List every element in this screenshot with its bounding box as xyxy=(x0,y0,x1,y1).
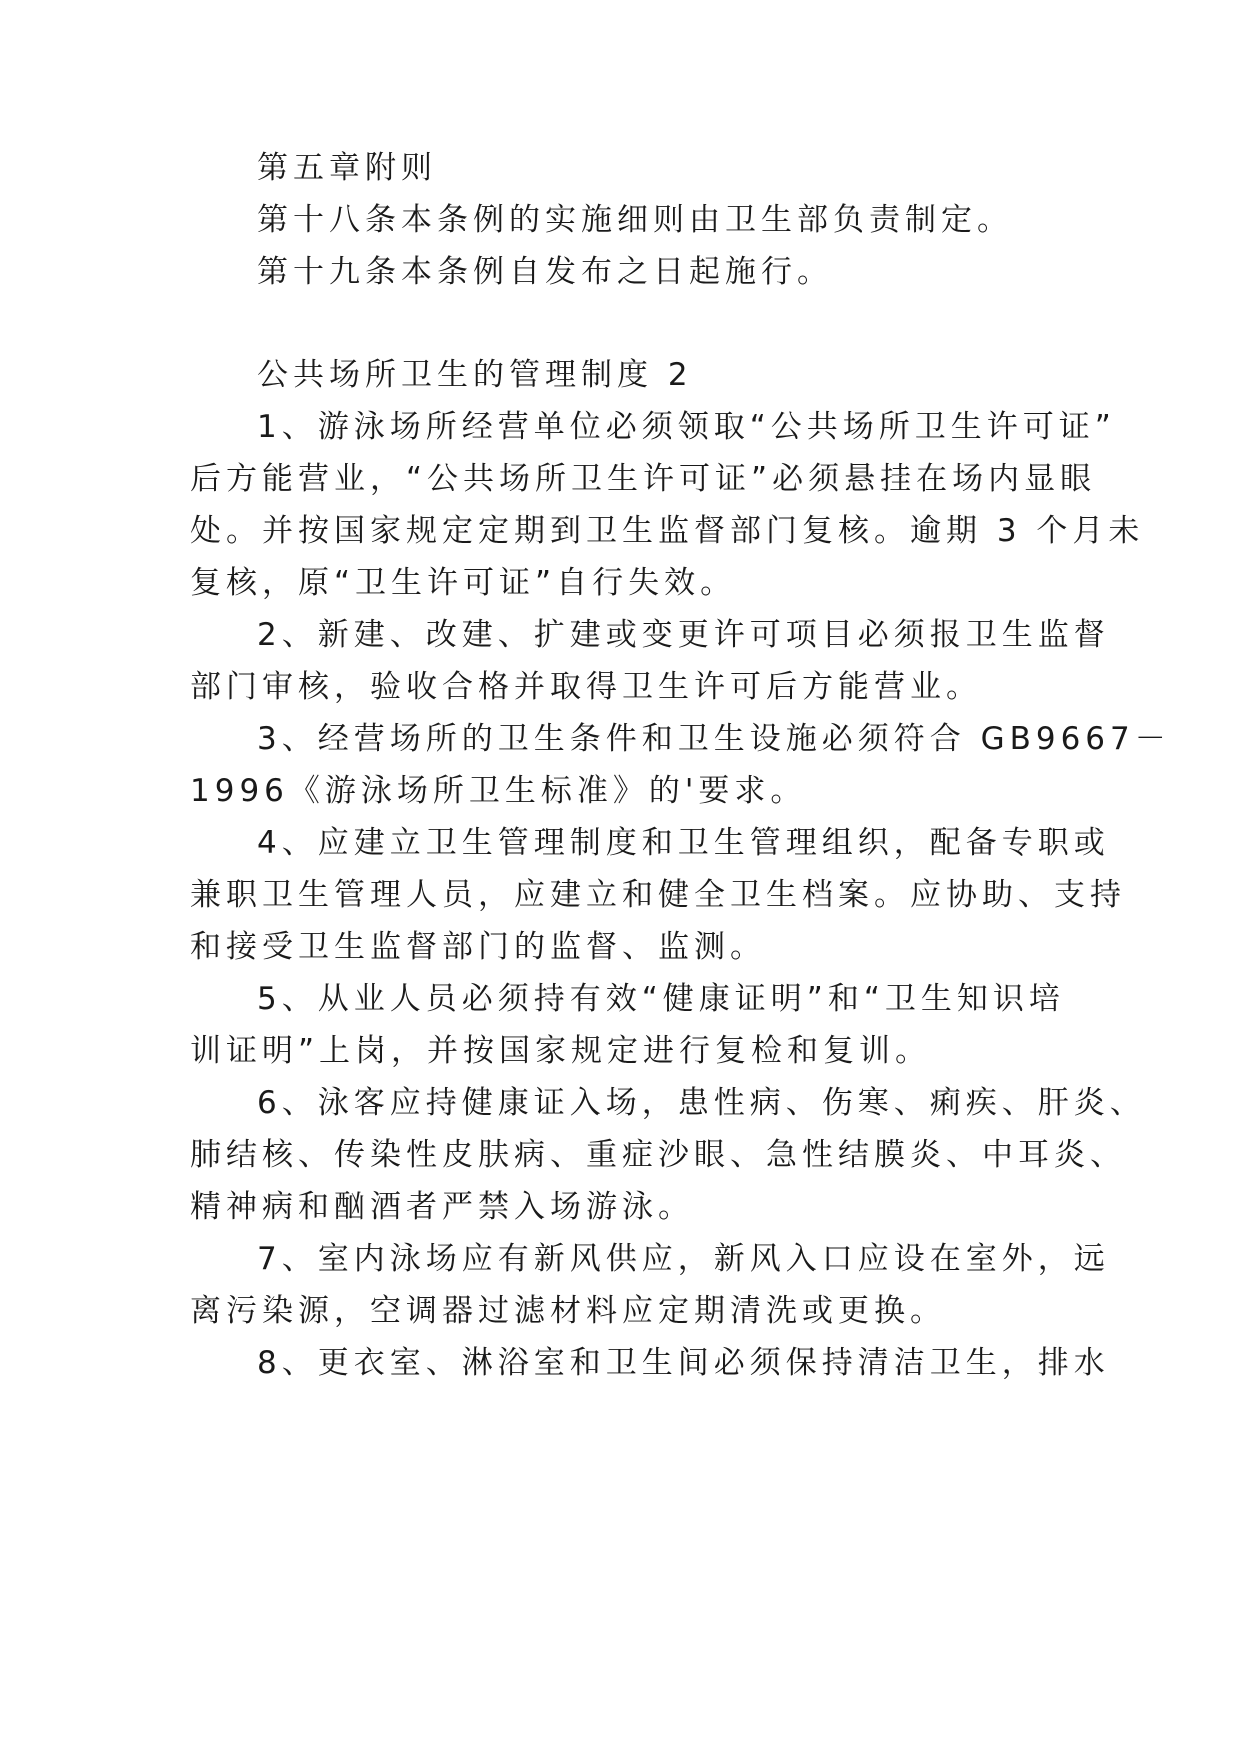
paragraph-line: 7、室内泳场应有新风供应，新风入口应设在室外，远 xyxy=(257,1241,1110,1277)
paragraph-line: 6、泳客应持健康证入场，患性病、伤寒、痢疾、肝炎、 xyxy=(257,1085,1146,1121)
paragraph-line: 4、应建立卫生管理制度和卫生管理组织，配备专职或 xyxy=(257,825,1110,861)
paragraph-line: 后方能营业，“公共场所卫生许可证”必须悬挂在场内显眼 xyxy=(190,461,1097,497)
paragraph-line: 处。并按国家规定定期到卫生监督部门复核。逾期 3 个月未 xyxy=(190,513,1145,549)
paragraph-line: 精神病和酗酒者严禁入场游泳。 xyxy=(190,1189,694,1225)
paragraph-line: 训证明”上岗，并按国家规定进行复检和复训。 xyxy=(190,1033,932,1069)
paragraph-line: 2、新建、改建、扩建或变更许可项目必须报卫生监督 xyxy=(257,617,1110,653)
section-title: 公共场所卫生的管理制度 2 xyxy=(257,357,693,393)
article-19: 第十九条本条例自发布之日起施行。 xyxy=(257,254,833,290)
paragraph-line: 1996《游泳场所卫生标准》的'要求。 xyxy=(190,773,807,809)
chapter-heading: 第五章附则 xyxy=(257,150,437,186)
paragraph-line: 肺结核、传染性皮肤病、重症沙眼、急性结膜炎、中耳炎、 xyxy=(190,1137,1126,1173)
paragraph-line: 和接受卫生监督部门的监督、监测。 xyxy=(190,929,766,965)
paragraph-line: 复核，原“卫生许可证”自行失效。 xyxy=(190,565,737,601)
paragraph-line: 8、更衣室、淋浴室和卫生间必须保持清洁卫生，排水 xyxy=(257,1345,1110,1381)
paragraph-line: 兼职卫生管理人员，应建立和健全卫生档案。应协助、支持 xyxy=(190,877,1126,913)
paragraph-line: 1、游泳场所经营单位必须领取“公共场所卫生许可证” xyxy=(257,409,1116,445)
article-18: 第十八条本条例的实施细则由卫生部负责制定。 xyxy=(257,202,1013,238)
paragraph-line: 部门审核，验收合格并取得卫生许可后方能营业。 xyxy=(190,669,982,705)
paragraph-line: 3、经营场所的卫生条件和卫生设施必须符合 GB9667－ xyxy=(257,721,1171,757)
paragraph-line: 离污染源，空调器过滤材料应定期清洗或更换。 xyxy=(190,1293,946,1329)
paragraph-line: 5、从业人员必须持有效“健康证明”和“卫生知识培 xyxy=(257,981,1065,1017)
